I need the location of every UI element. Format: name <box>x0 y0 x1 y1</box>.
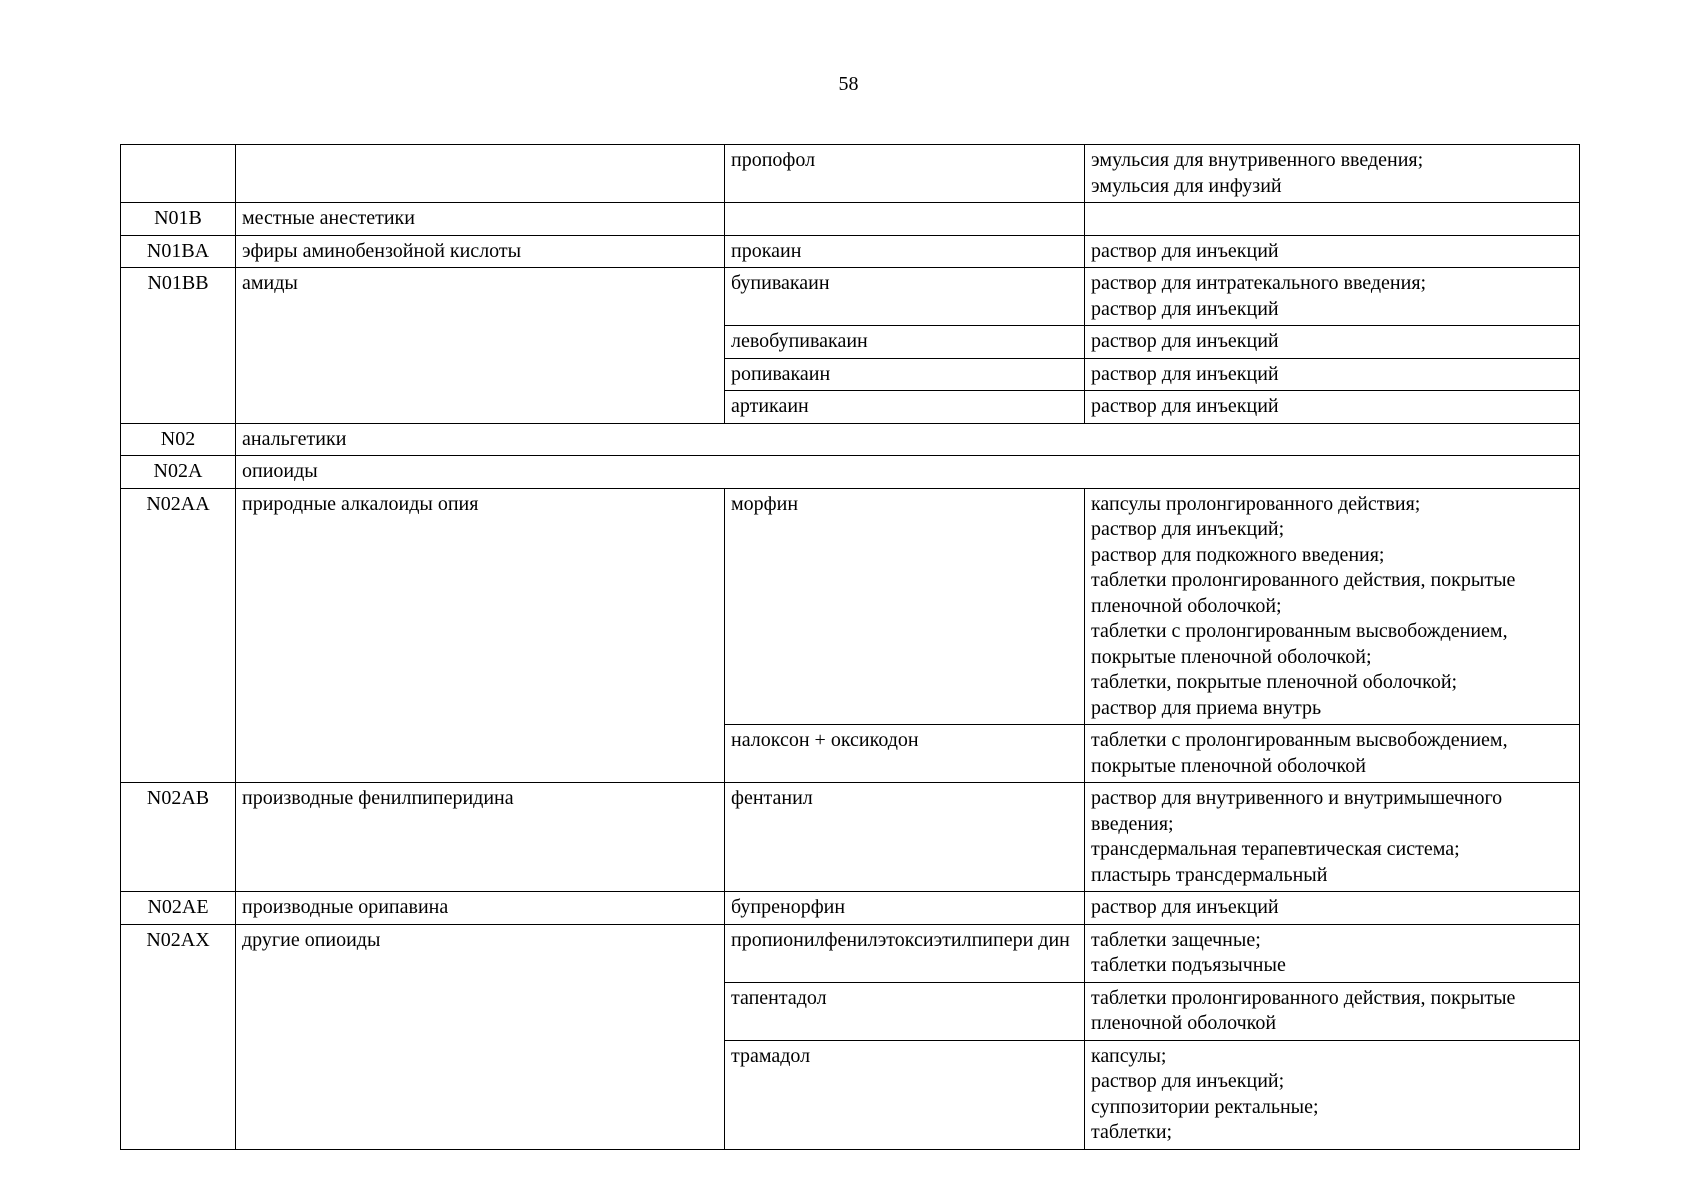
drug-table <box>120 144 1580 1150</box>
drug-name: ропивакаин <box>725 358 1085 391</box>
dosage-form: раствор для интратекального введения; <box>1091 272 1427 294</box>
drug-name: трамадол <box>725 1040 1085 1149</box>
page-number: 58 <box>838 73 859 95</box>
group-name: природные алкалоиды опия <box>236 488 725 783</box>
atc-code: N02AA <box>121 488 236 783</box>
atc-code: N01B <box>121 203 236 236</box>
dosage-form: капсулы; <box>1091 1044 1167 1067</box>
group-name: опиоиды <box>236 456 1580 489</box>
atc-code: N02AE <box>121 892 236 925</box>
atc-code: N02AB <box>121 783 236 892</box>
dosage-forms <box>1085 488 1580 725</box>
group-name <box>236 145 725 203</box>
dosage-form: пленочной оболочкой <box>1091 1012 1277 1034</box>
atc-code: N01BB <box>121 268 236 424</box>
drug-name <box>725 203 1085 236</box>
dosage-form: раствор для инъекций <box>1091 362 1279 385</box>
dosage-forms <box>1085 725 1580 783</box>
dosage-form: таблетки пролонгированного действия, покрытые <box>1091 986 1516 1009</box>
drug-name: бупренорфин <box>725 892 1085 925</box>
dosage-forms <box>1085 892 1580 925</box>
dosage-forms <box>1085 235 1580 268</box>
drug-name: морфин <box>725 488 1085 725</box>
dosage-form: эмульсия для инфузий <box>1091 174 1282 197</box>
atc-code <box>121 145 236 203</box>
dosage-form: трансдермальная терапевтическая система; <box>1091 838 1460 860</box>
group-name: анальгетики <box>236 423 1580 456</box>
drug-name: пропионилфенилэтоксиэтилпипери дин <box>725 924 1085 982</box>
table-row <box>121 892 1580 925</box>
dosage-form: раствор для внутривенного и внутримышечного <box>1091 787 1503 809</box>
dosage-form: таблетки подъязычные <box>1091 954 1286 976</box>
table-row <box>121 203 1580 236</box>
dosage-form: раствор для инъекций; <box>1091 518 1285 540</box>
dosage-forms <box>1085 145 1580 203</box>
dosage-form: пластырь трансдермальный <box>1091 863 1328 886</box>
dosage-form: таблетки, покрытые пленочной оболочкой; <box>1091 671 1458 693</box>
table-row <box>121 235 1580 268</box>
dosage-form: раствор для приема внутрь <box>1091 696 1322 719</box>
table-row <box>121 268 1580 326</box>
dosage-form: раствор для инъекций <box>1091 395 1279 417</box>
table-row <box>121 783 1580 892</box>
table-row <box>121 145 1580 203</box>
atc-code: N02AX <box>121 924 236 1149</box>
atc-code: N02 <box>121 423 236 456</box>
dosage-form: эмульсия для внутривенного введения; <box>1091 149 1424 171</box>
dosage-forms <box>1085 1040 1580 1149</box>
dosage-form: раствор для подкожного введения; <box>1091 543 1385 566</box>
group-name: эфиры аминобензойной кислоты <box>236 235 725 268</box>
drug-name: левобупивакаин <box>725 326 1085 359</box>
table-row <box>121 924 1580 982</box>
dosage-form: покрытые пленочной оболочкой <box>1091 754 1366 777</box>
table-row <box>121 423 1580 456</box>
dosage-forms <box>1085 982 1580 1040</box>
dosage-forms <box>1085 326 1580 359</box>
dosage-forms <box>1085 391 1580 424</box>
group-name: амиды <box>236 268 725 424</box>
drug-name: прокаин <box>725 235 1085 268</box>
dosage-form: покрытые пленочной оболочкой; <box>1091 645 1372 668</box>
atc-code: N01BA <box>121 235 236 268</box>
drug-name: налоксон + оксикодон <box>725 725 1085 783</box>
dosage-form: раствор для инъекций <box>1091 896 1279 918</box>
dosage-form: таблетки; <box>1091 1121 1173 1143</box>
dosage-form: таблетки с пролонгированным высвобождением, <box>1091 620 1508 642</box>
drug-name: пропофол <box>725 145 1085 203</box>
dosage-forms <box>1085 268 1580 326</box>
dosage-forms <box>1085 924 1580 982</box>
drug-name: фентанил <box>725 783 1085 892</box>
dosage-form: таблетки пролонгированного действия, покрытые <box>1091 569 1516 591</box>
dosage-form: капсулы пролонгированного действия; <box>1091 492 1421 515</box>
group-name: производные орипавина <box>236 892 725 925</box>
atc-code: N02A <box>121 456 236 489</box>
group-name: местные анестетики <box>236 203 725 236</box>
dosage-form: раствор для инъекций <box>1091 239 1279 262</box>
dosage-form: раствор для инъекций; <box>1091 1070 1285 1092</box>
drug-name: тапентадол <box>725 982 1085 1040</box>
drug-name: бупивакаин <box>725 268 1085 326</box>
dosage-form: введения; <box>1091 812 1174 835</box>
table-row <box>121 456 1580 489</box>
dosage-form: суппозитории ректальные; <box>1091 1095 1319 1118</box>
dosage-forms <box>1085 783 1580 892</box>
dosage-form: таблетки защечные; <box>1091 928 1261 951</box>
drug-name: артикаин <box>725 391 1085 424</box>
dosage-form: раствор для инъекций <box>1091 297 1279 320</box>
dosage-forms <box>1085 203 1580 236</box>
group-name: другие опиоиды <box>236 924 725 1149</box>
group-name: производные фенилпиперидина <box>236 783 725 892</box>
dosage-form: раствор для инъекций <box>1091 330 1279 352</box>
dosage-form: таблетки с пролонгированным высвобождением, <box>1091 729 1508 751</box>
dosage-form: пленочной оболочкой; <box>1091 594 1282 617</box>
dosage-forms <box>1085 358 1580 391</box>
table-row <box>121 488 1580 725</box>
